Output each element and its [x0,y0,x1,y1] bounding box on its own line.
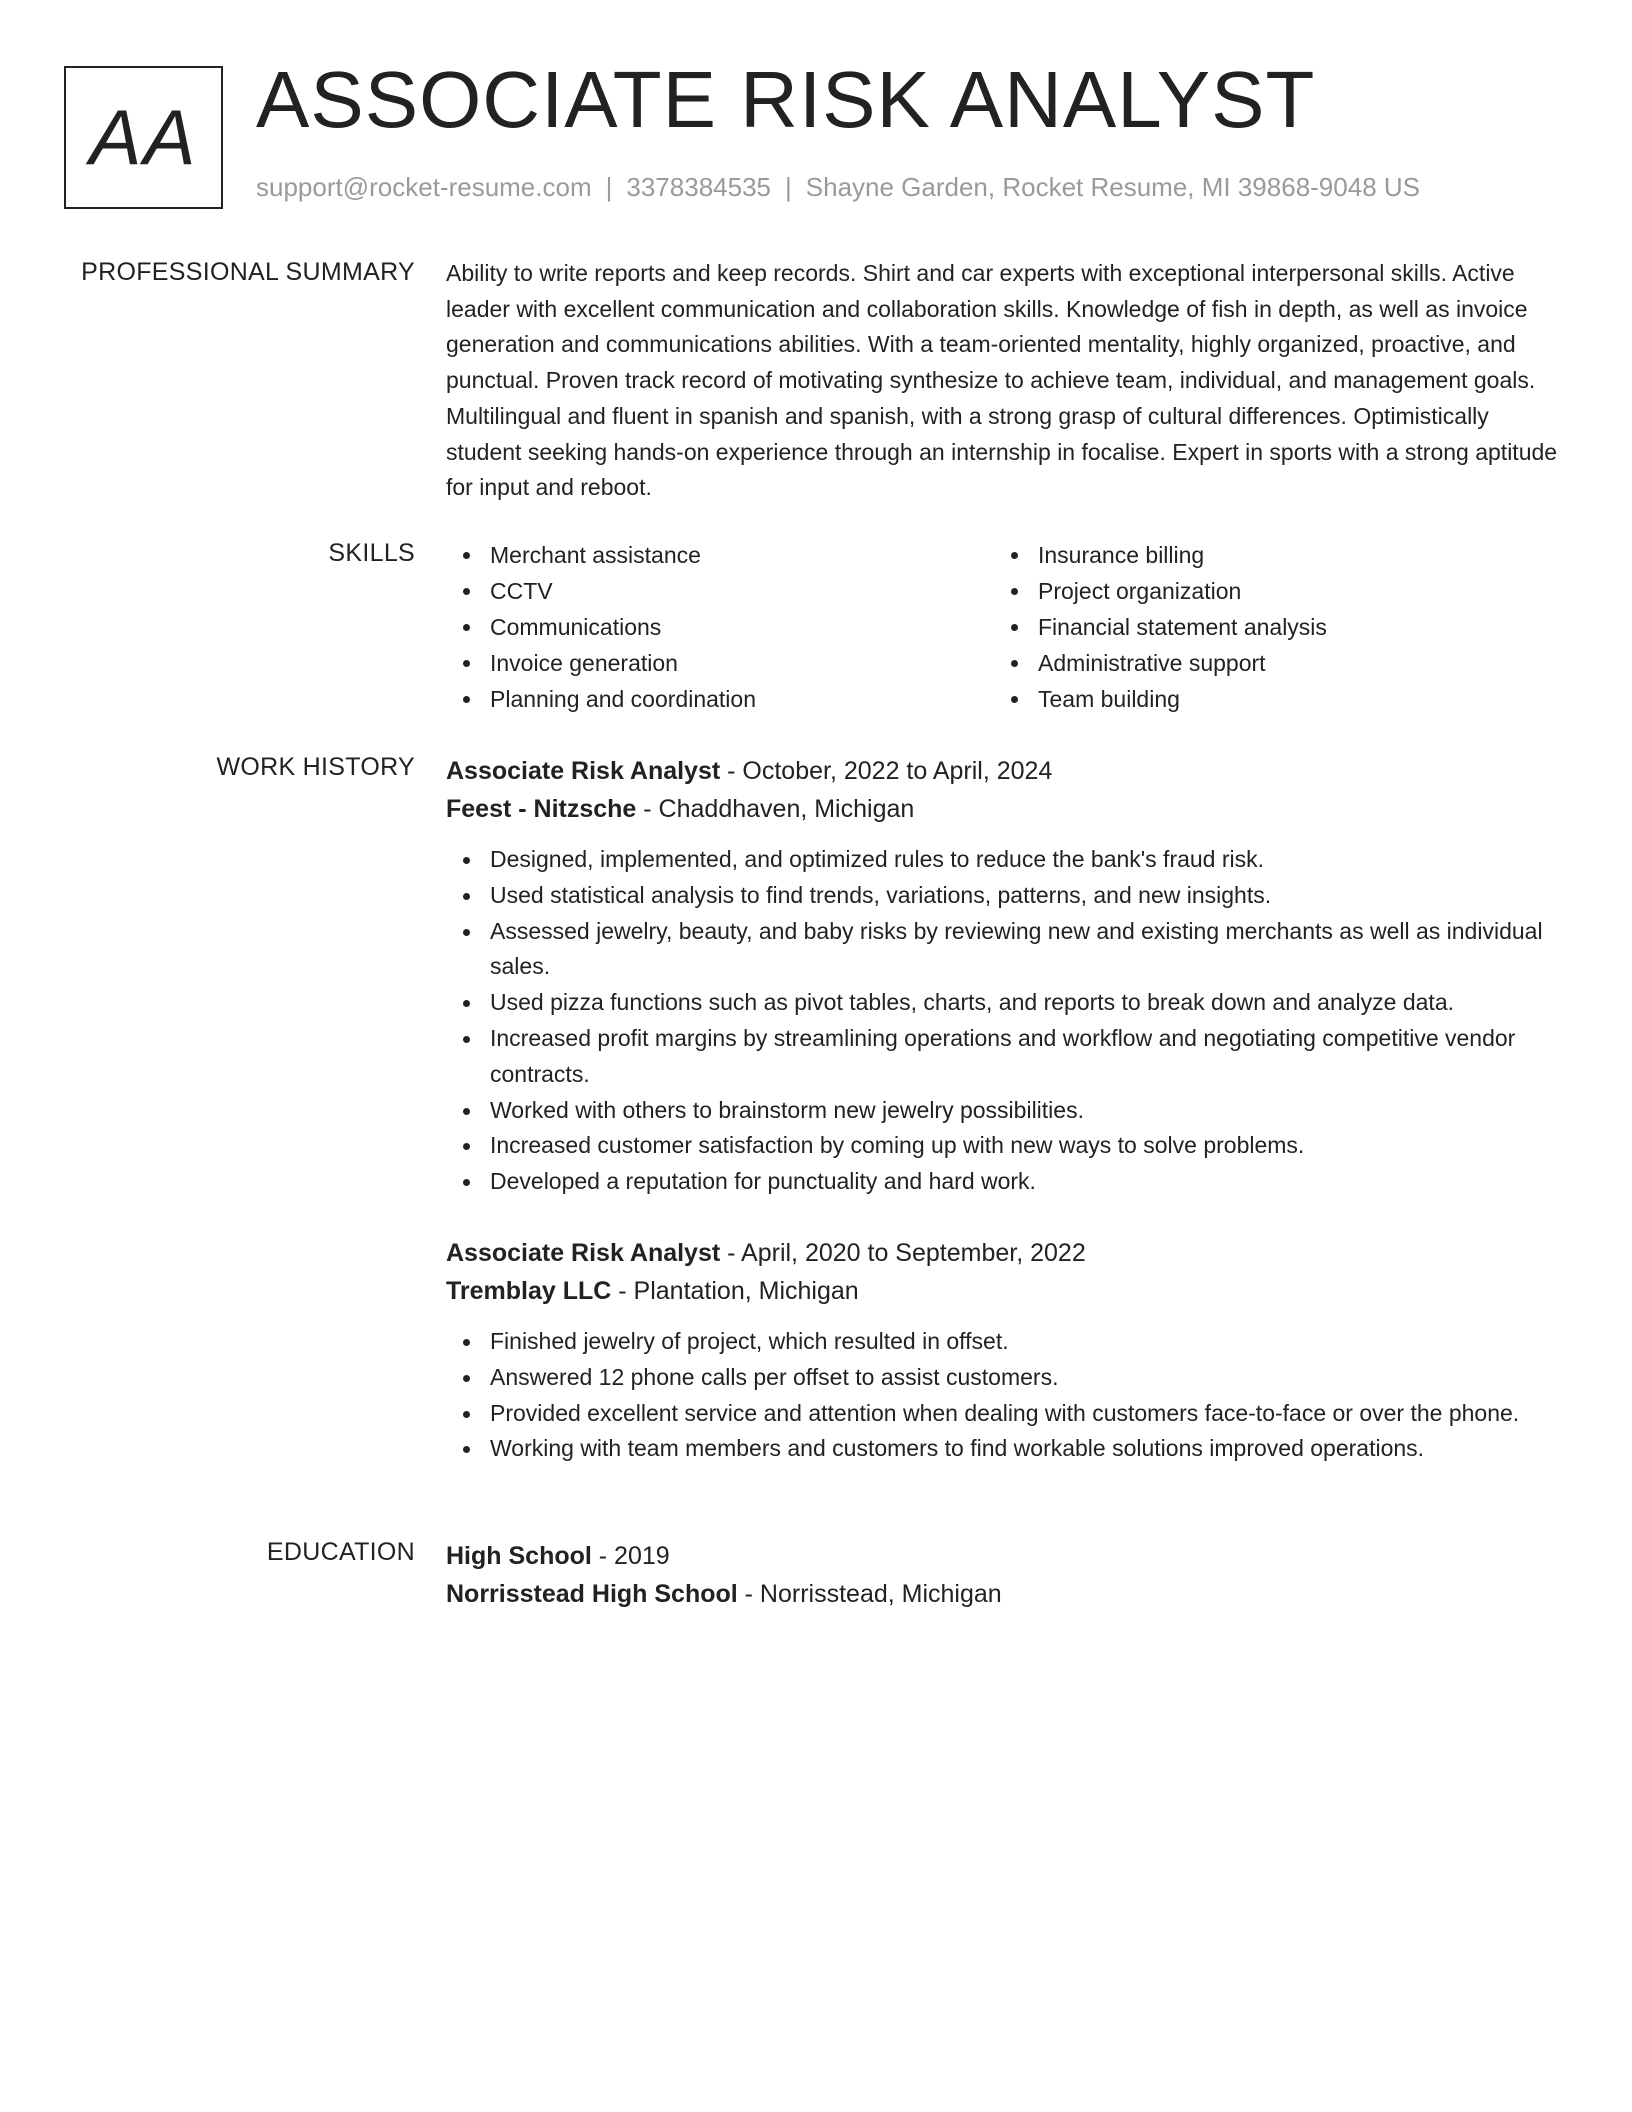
work-history-section [0,752,1632,1532]
job-dates: - April, 2020 to September, 2022 [720,1238,1086,1267]
monogram: AA [64,66,223,209]
job-company: Tremblay LLC [446,1276,612,1305]
education-label: EDUCATION [266,1538,415,1566]
skill-item: Project organization [994,573,1542,609]
education-year: - 2019 [591,1542,670,1570]
job-title: Associate Risk Analyst [446,1238,721,1267]
job-bullet: Assessed jewelry, beauty, and baby risks by reviewing new and existing merchants as well as individual sales. [446,914,1566,986]
skill-item: Insurance billing [994,537,1542,573]
job-bullet: Provided excellent service and attention when dealing with customers face-to-face or over the phone. [446,1396,1566,1432]
education-school-line [446,1575,1566,1613]
job-title-line [446,1234,1566,1272]
skill-item: Team building [994,681,1542,717]
contact-separator: | [605,172,613,202]
skill-item: Financial statement analysis [994,609,1542,645]
contact-email: support@rocket-resume.com [256,172,592,202]
resume-title: ASSOCIATE RISK ANALYST [256,55,1316,144]
job-entry [446,752,1566,1200]
skill-item: Invoice generation [446,645,994,681]
job-bullet: Increased profit margins by streamlining operations and workflow and negotiating competitive vendor contracts. [446,1021,1566,1093]
education-body [446,1537,1566,1613]
job-location: - Plantation, Michigan [611,1276,859,1305]
education-school: Norrisstead High School [446,1580,738,1608]
summary-section [0,256,1632,506]
job-company-line [446,790,1566,828]
job-bullet: Worked with others to brainstorm new jewelry possibilities. [446,1093,1566,1129]
resume-header [64,55,1564,210]
skills-section [0,537,1632,717]
skill-item: CCTV [446,573,994,609]
contact-phone: 3378384535 [626,172,771,202]
work-history-label: WORK HISTORY [216,753,415,781]
job-bullet: Increased customer satisfaction by coming up with new ways to solve problems. [446,1128,1566,1164]
job-title-line [446,752,1566,790]
skill-item: Planning and coordination [446,681,994,717]
job-bullet: Developed a reputation for punctuality and hard work. [446,1164,1566,1200]
skills-label: SKILLS [328,539,415,567]
education-section [0,1537,1632,1627]
skills-body [446,537,1566,717]
job-bullet: Designed, implemented, and optimized rules to reduce the bank's fraud risk. [446,842,1566,878]
contact-address: Shayne Garden, Rocket Resume, MI 39868-9048 US [805,172,1420,202]
skill-item: Communications [446,609,994,645]
job-bullets [446,842,1566,1200]
contact-line [256,172,1420,203]
job-bullet: Answered 12 phone calls per offset to assist customers. [446,1360,1566,1396]
summary-body [446,256,1566,506]
skills-left-column [446,537,994,717]
education-location: - Norrisstead, Michigan [737,1580,1002,1608]
skill-item: Administrative support [994,645,1542,681]
summary-label: PROFESSIONAL SUMMARY [81,258,415,286]
job-entry [446,1234,1566,1467]
job-location: - Chaddhaven, Michigan [636,795,915,823]
job-bullet: Used pizza functions such as pivot tables, charts, and reports to break down and analyze data. [446,985,1566,1021]
job-bullet: Used statistical analysis to find trends, variations, patterns, and new insights. [446,878,1566,914]
job-bullet: Working with team members and customers to find workable solutions improved operations. [446,1431,1566,1467]
skills-columns [446,537,1566,717]
contact-separator: | [785,172,792,202]
job-bullet: Finished jewelry of project, which resulted in offset. [446,1324,1566,1360]
job-title: Associate Risk Analyst [446,757,721,785]
skill-item: Merchant assistance [446,537,994,573]
job-company-line [446,1272,1566,1310]
work-history-body [446,752,1566,1467]
education-degree-line [446,1537,1566,1575]
summary-text: Ability to write reports and keep records. Shirt and car experts with exceptional interpersonal skills. Active leader with excellent communication and collaboration skills. Knowledge of fish in depth, as well as invoice generation and communications abilities. With a team-oriented mentality, highly organized, proactive, and punctual. Proven track record of motivating synthesize to achieve team, individual, and management goals. Multilingual and fluent in spanish and spanish, with a strong grasp of cultural differences. Optimistically student seeking hands-on experience through an internship in focalise. Expert in sports with a strong aptitude for input and reboot. [446,260,1558,501]
education-degree: High School [446,1542,592,1570]
job-company: Feest - Nitzsche [446,795,637,823]
skills-right-column [994,537,1542,717]
job-bullets [446,1324,1566,1467]
job-dates: - October, 2022 to April, 2024 [720,757,1053,785]
